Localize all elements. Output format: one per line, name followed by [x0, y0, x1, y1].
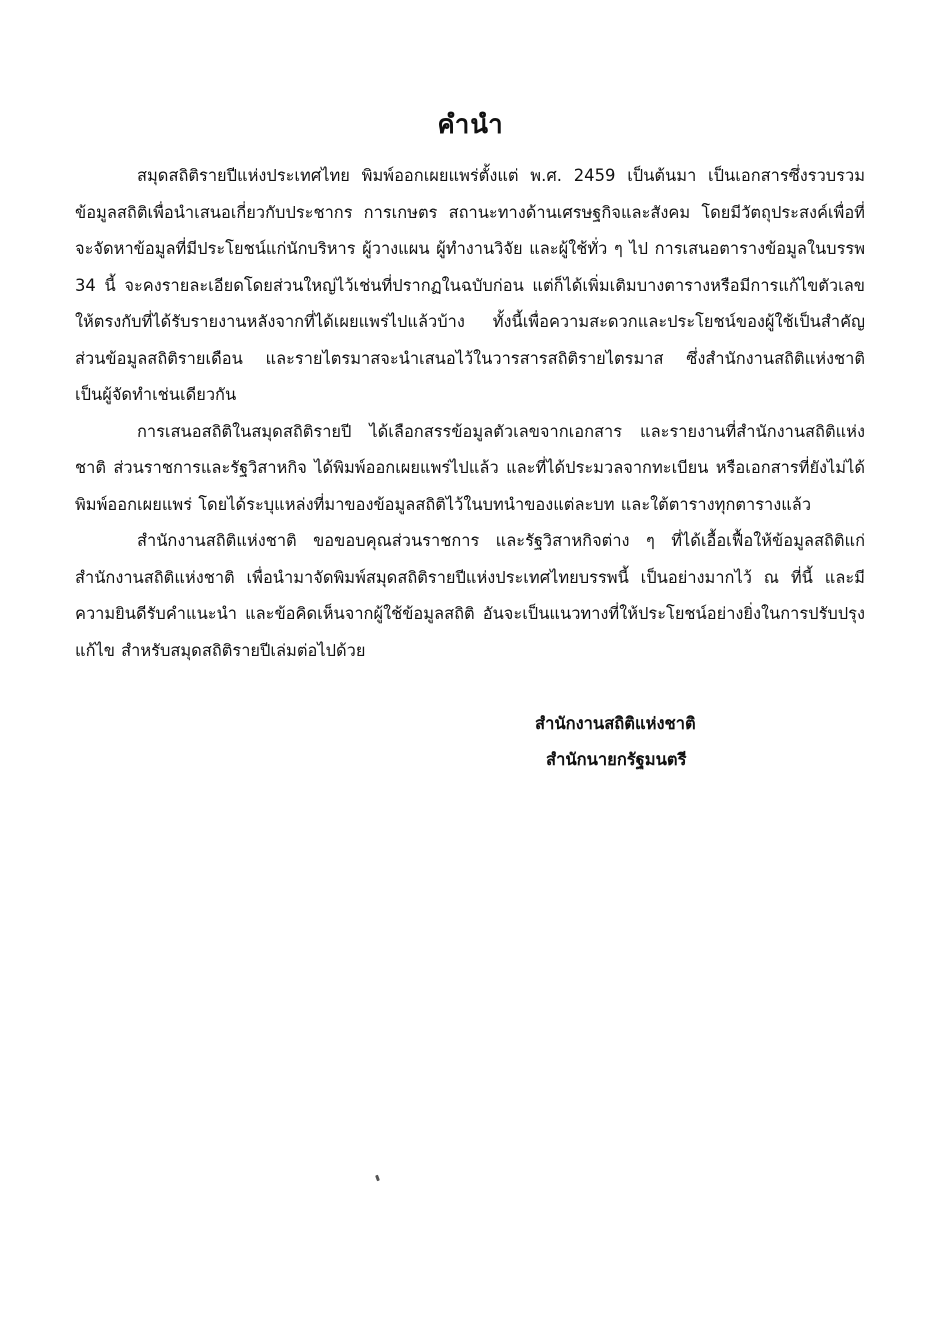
paragraph-3: สำนักงานสถิติแห่งชาติ ขอขอบคุณส่วนราชการ และรัฐวิสาหกิจต่าง ๆ ที่ได้เอื้อเฟื้อให้ข้อมูลสถิติแก่สำนักงานสถิติแห่งชาติ เพื่อนำมาจัดพิมพ์สมุดสถิติรายปีแห่งประเทศไทยบรรพนี้ เป็นอย่างมากไว้ ณ ที่นี้ และมีความยินดีรับคำแนะนำ และข้อคิดเห็นจากผู้ใช้ข้อมูลสถิติ อันจะเป็นแนวทางที่ให้ประโยชน์อย่างยิ่งในการปรับปรุง แก้ไข สำหรับสมุดสถิติรายปีเล่มต่อไปด้วย [75, 531, 865, 660]
paragraph-2: การเสนอสถิติในสมุดสถิติรายปี ได้เลือกสรรข้อมูลตัวเลขจากเอกสาร และรายงานที่สำนักงานสถิติแห่งชาติ ส่วนราชการและรัฐวิสาหกิจ ได้พิมพ์ออกเผยแพร่ไปแล้ว และที่ได้ประมวลจากทะเบียน หรือเอกสารที่ยังไม่ได้พิมพ์ออกเผยแพร่ โดยได้ระบุแหล่งที่มาของข้อมูลสถิติไว้ในบทนำของแต่ละบท และใต้ตารางทุกตารางแล้ว [75, 421, 865, 514]
foreword-body [75, 158, 865, 669]
signature-parent: สำนักนายกรัฐมนตรี [546, 750, 687, 769]
signature-block [535, 706, 795, 778]
signature-office: สำนักงานสถิติแห่งชาติ [535, 714, 696, 733]
paragraph-1: สมุดสถิติรายปีแห่งประเทศไทย พิมพ์ออกเผยแพร่ตั้งแต่ พ.ศ. 2459 เป็นต้นมา เป็นเอกสารซึ่งรวบรวมข้อมูลสถิติเพื่อนำเสนอเกี่ยวกับประชากร การเกษตร สถานะทางด้านเศรษฐกิจและสังคม โดยมีวัตถุประสงค์เพื่อที่จะจัดหาข้อมูลที่มีประโยชน์แก่นักบริหาร ผู้วางแผน ผู้ทำงานวิจัย และผู้ใช้ทั่ว ๆ ไป การเสนอตารางข้อมูลในบรรพ 34 นี้ จะคงรายละเอียดโดยส่วนใหญ่ไว้เช่นที่ปรากฏในฉบับก่อน แต่ก็ได้เพิ่มเติมบางตารางหรือมีการแก้ไขตัวเลขให้ตรงกับที่ได้รับรายงานหลังจากที่ได้เผยแพร่ไปแล้วบ้าง ทั้งนี้เพื่อความสะดวกและประโยชน์ของผู้ใช้เป็นสำคัญ ส่วนข้อมูลสถิติรายเดือน และรายไตรมาสจะนำเสนอไว้ในวารสารสถิติรายไตรมาส ซึ่งสำนักงานสถิติแห่งชาติ เป็นผู้จัดทำเช่นเดียวกัน [75, 166, 865, 404]
page-title: คำนำ [437, 110, 504, 140]
scan-speck [375, 1175, 380, 1182]
